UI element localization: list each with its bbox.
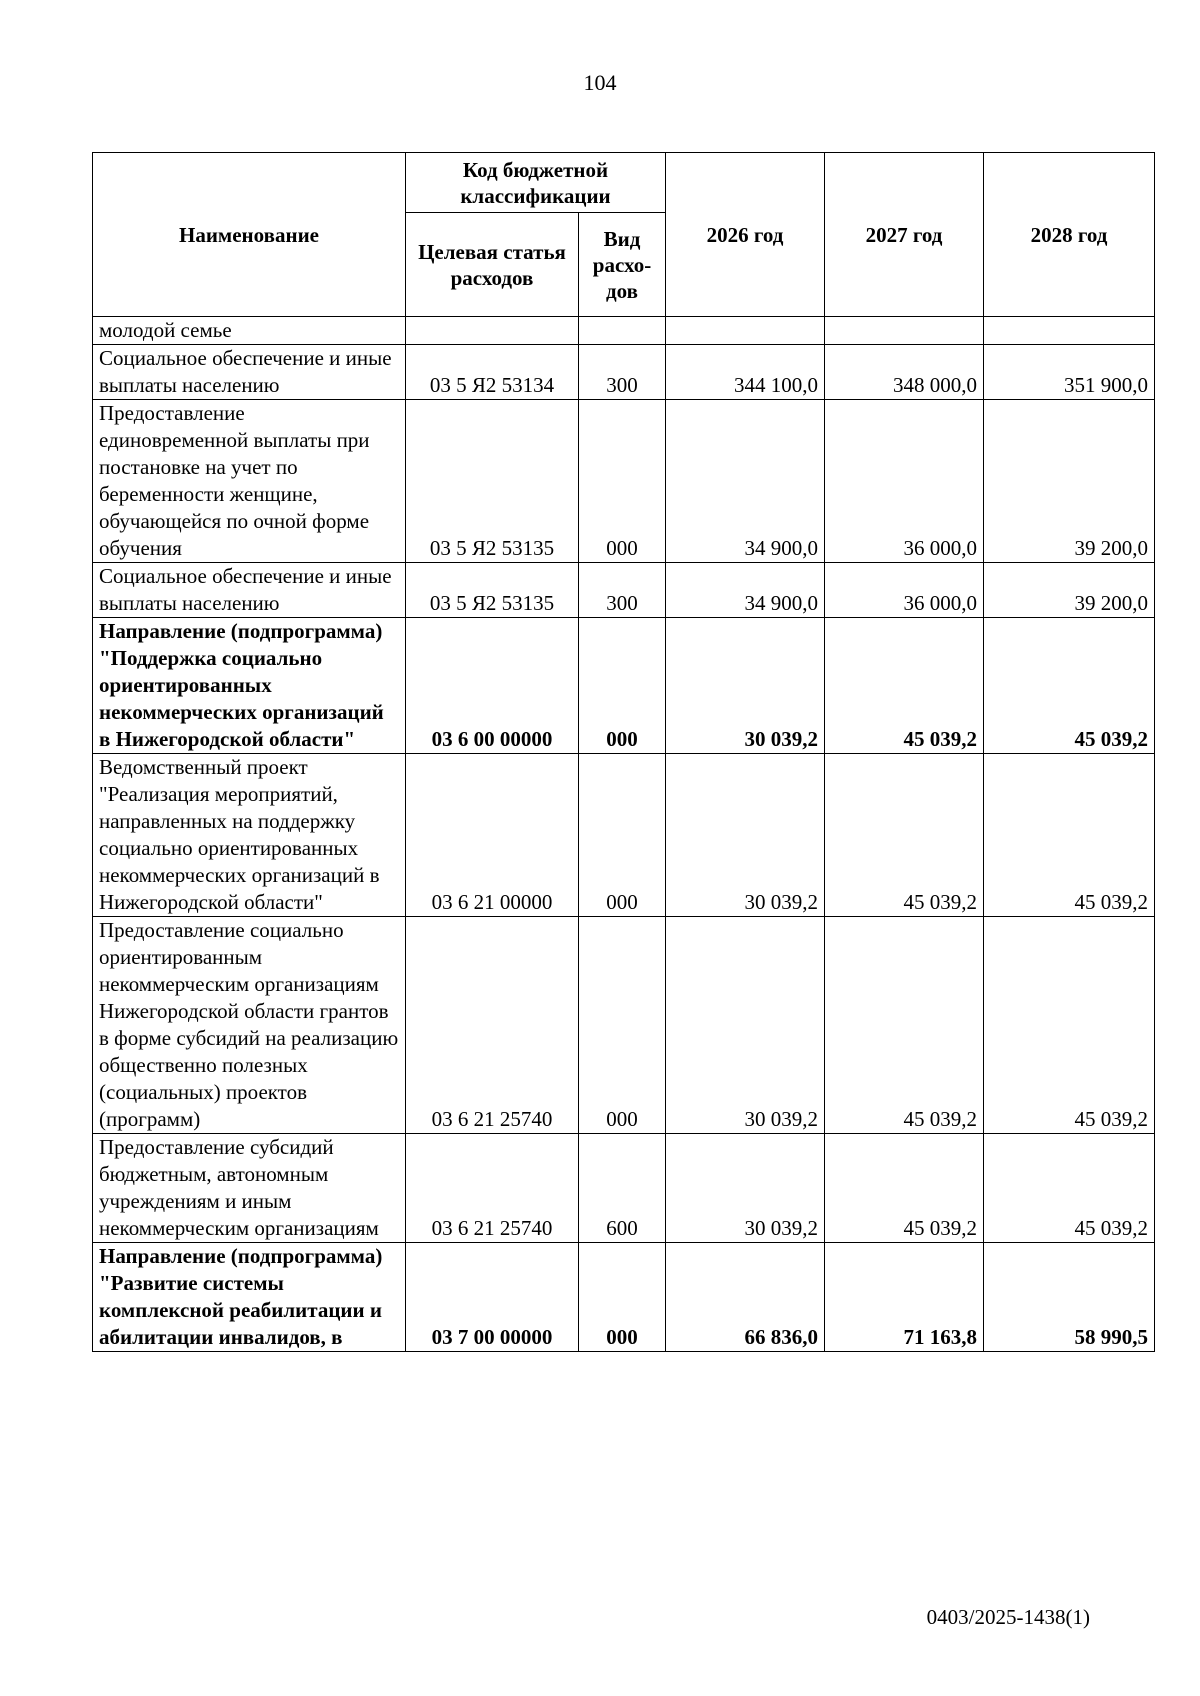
table-row bbox=[93, 1134, 1155, 1243]
row-expense-type: 300 bbox=[579, 563, 666, 618]
row-name: Социальное обеспечение и иные выплаты населению bbox=[93, 563, 406, 618]
row-target-article: 03 5 Я2 53135 bbox=[406, 400, 579, 563]
row-value-2026: 30 039,2 bbox=[666, 1134, 825, 1243]
row-name: Направление (подпрограмма) "Развитие системы комплексной реабилитации и абилитации инвалидов, в bbox=[93, 1243, 406, 1352]
table-row bbox=[93, 563, 1155, 618]
row-name: молодой семье bbox=[93, 317, 406, 345]
row-value-2027 bbox=[825, 317, 984, 345]
row-value-2028: 39 200,0 bbox=[984, 400, 1155, 563]
row-expense-type bbox=[579, 317, 666, 345]
table-row bbox=[93, 317, 1155, 345]
row-expense-type: 000 bbox=[579, 400, 666, 563]
table-row bbox=[93, 1243, 1155, 1352]
row-value-2026: 30 039,2 bbox=[666, 917, 825, 1134]
table-row bbox=[93, 754, 1155, 917]
row-value-2028: 351 900,0 bbox=[984, 345, 1155, 400]
row-target-article: 03 6 21 25740 bbox=[406, 1134, 579, 1243]
row-value-2027: 71 163,8 bbox=[825, 1243, 984, 1352]
table-row bbox=[93, 345, 1155, 400]
row-value-2027: 45 039,2 bbox=[825, 618, 984, 754]
row-name: Предоставление социально ориентированным некоммерческим организациям Нижегородской области грантов в форме субсидий на реализацию общественно полезных (социальных) проектов (программ) bbox=[93, 917, 406, 1134]
row-target-article bbox=[406, 317, 579, 345]
row-value-2026: 34 900,0 bbox=[666, 563, 825, 618]
row-target-article: 03 7 00 00000 bbox=[406, 1243, 579, 1352]
row-target-article: 03 6 21 00000 bbox=[406, 754, 579, 917]
header-target-article: Целевая статья расходов bbox=[406, 213, 579, 317]
header-expense-type: Вид расхо-дов bbox=[579, 213, 666, 317]
row-value-2026: 66 836,0 bbox=[666, 1243, 825, 1352]
row-value-2027: 36 000,0 bbox=[825, 563, 984, 618]
budget-table bbox=[92, 152, 1155, 1352]
header-2027: 2027 год bbox=[825, 153, 984, 317]
row-value-2027: 348 000,0 bbox=[825, 345, 984, 400]
row-value-2026 bbox=[666, 317, 825, 345]
table-row bbox=[93, 618, 1155, 754]
row-value-2026: 34 900,0 bbox=[666, 400, 825, 563]
row-name: Ведомственный проект "Реализация мероприятий, направленных на поддержку социально ориентированных некоммерческих организаций в Нижегородской области" bbox=[93, 754, 406, 917]
row-name: Направление (подпрограмма) "Поддержка социально ориентированных некоммерческих организаций в Нижегородской области" bbox=[93, 618, 406, 754]
row-target-article: 03 5 Я2 53135 bbox=[406, 563, 579, 618]
row-value-2026: 30 039,2 bbox=[666, 754, 825, 917]
row-value-2027: 45 039,2 bbox=[825, 917, 984, 1134]
row-value-2026: 344 100,0 bbox=[666, 345, 825, 400]
row-value-2026: 30 039,2 bbox=[666, 618, 825, 754]
row-value-2028: 45 039,2 bbox=[984, 754, 1155, 917]
row-value-2027: 45 039,2 bbox=[825, 754, 984, 917]
row-expense-type: 000 bbox=[579, 754, 666, 917]
header-2028: 2028 год bbox=[984, 153, 1155, 317]
header-name: Наименование bbox=[93, 153, 406, 317]
document-number: 0403/2025-1438(1) bbox=[926, 1605, 1090, 1629]
row-value-2028: 39 200,0 bbox=[984, 563, 1155, 618]
row-target-article: 03 6 00 00000 bbox=[406, 618, 579, 754]
row-target-article: 03 6 21 25740 bbox=[406, 917, 579, 1134]
row-name: Социальное обеспечение и иные выплаты населению bbox=[93, 345, 406, 400]
row-name: Предоставление единовременной выплаты при постановке на учет по беременности женщине, обучающейся по очной форме обучения bbox=[93, 400, 406, 563]
row-value-2028: 45 039,2 bbox=[984, 917, 1155, 1134]
table-body bbox=[93, 317, 1155, 1352]
row-expense-type: 000 bbox=[579, 917, 666, 1134]
page-number: 104 bbox=[583, 70, 617, 95]
row-name: Предоставление субсидий бюджетным, автономным учреждениям и иным некоммерческим организациям bbox=[93, 1134, 406, 1243]
row-value-2027: 45 039,2 bbox=[825, 1134, 984, 1243]
header-2026: 2026 год bbox=[666, 153, 825, 317]
row-value-2028: 45 039,2 bbox=[984, 1134, 1155, 1243]
row-value-2027: 36 000,0 bbox=[825, 400, 984, 563]
row-value-2028 bbox=[984, 317, 1155, 345]
row-expense-type: 600 bbox=[579, 1134, 666, 1243]
row-value-2028: 58 990,5 bbox=[984, 1243, 1155, 1352]
table-row bbox=[93, 917, 1155, 1134]
row-expense-type: 000 bbox=[579, 618, 666, 754]
row-value-2028: 45 039,2 bbox=[984, 618, 1155, 754]
table-row bbox=[93, 400, 1155, 563]
header-code-group: Код бюджетной классификации bbox=[406, 153, 666, 213]
row-expense-type: 000 bbox=[579, 1243, 666, 1352]
row-expense-type: 300 bbox=[579, 345, 666, 400]
row-target-article: 03 5 Я2 53134 bbox=[406, 345, 579, 400]
